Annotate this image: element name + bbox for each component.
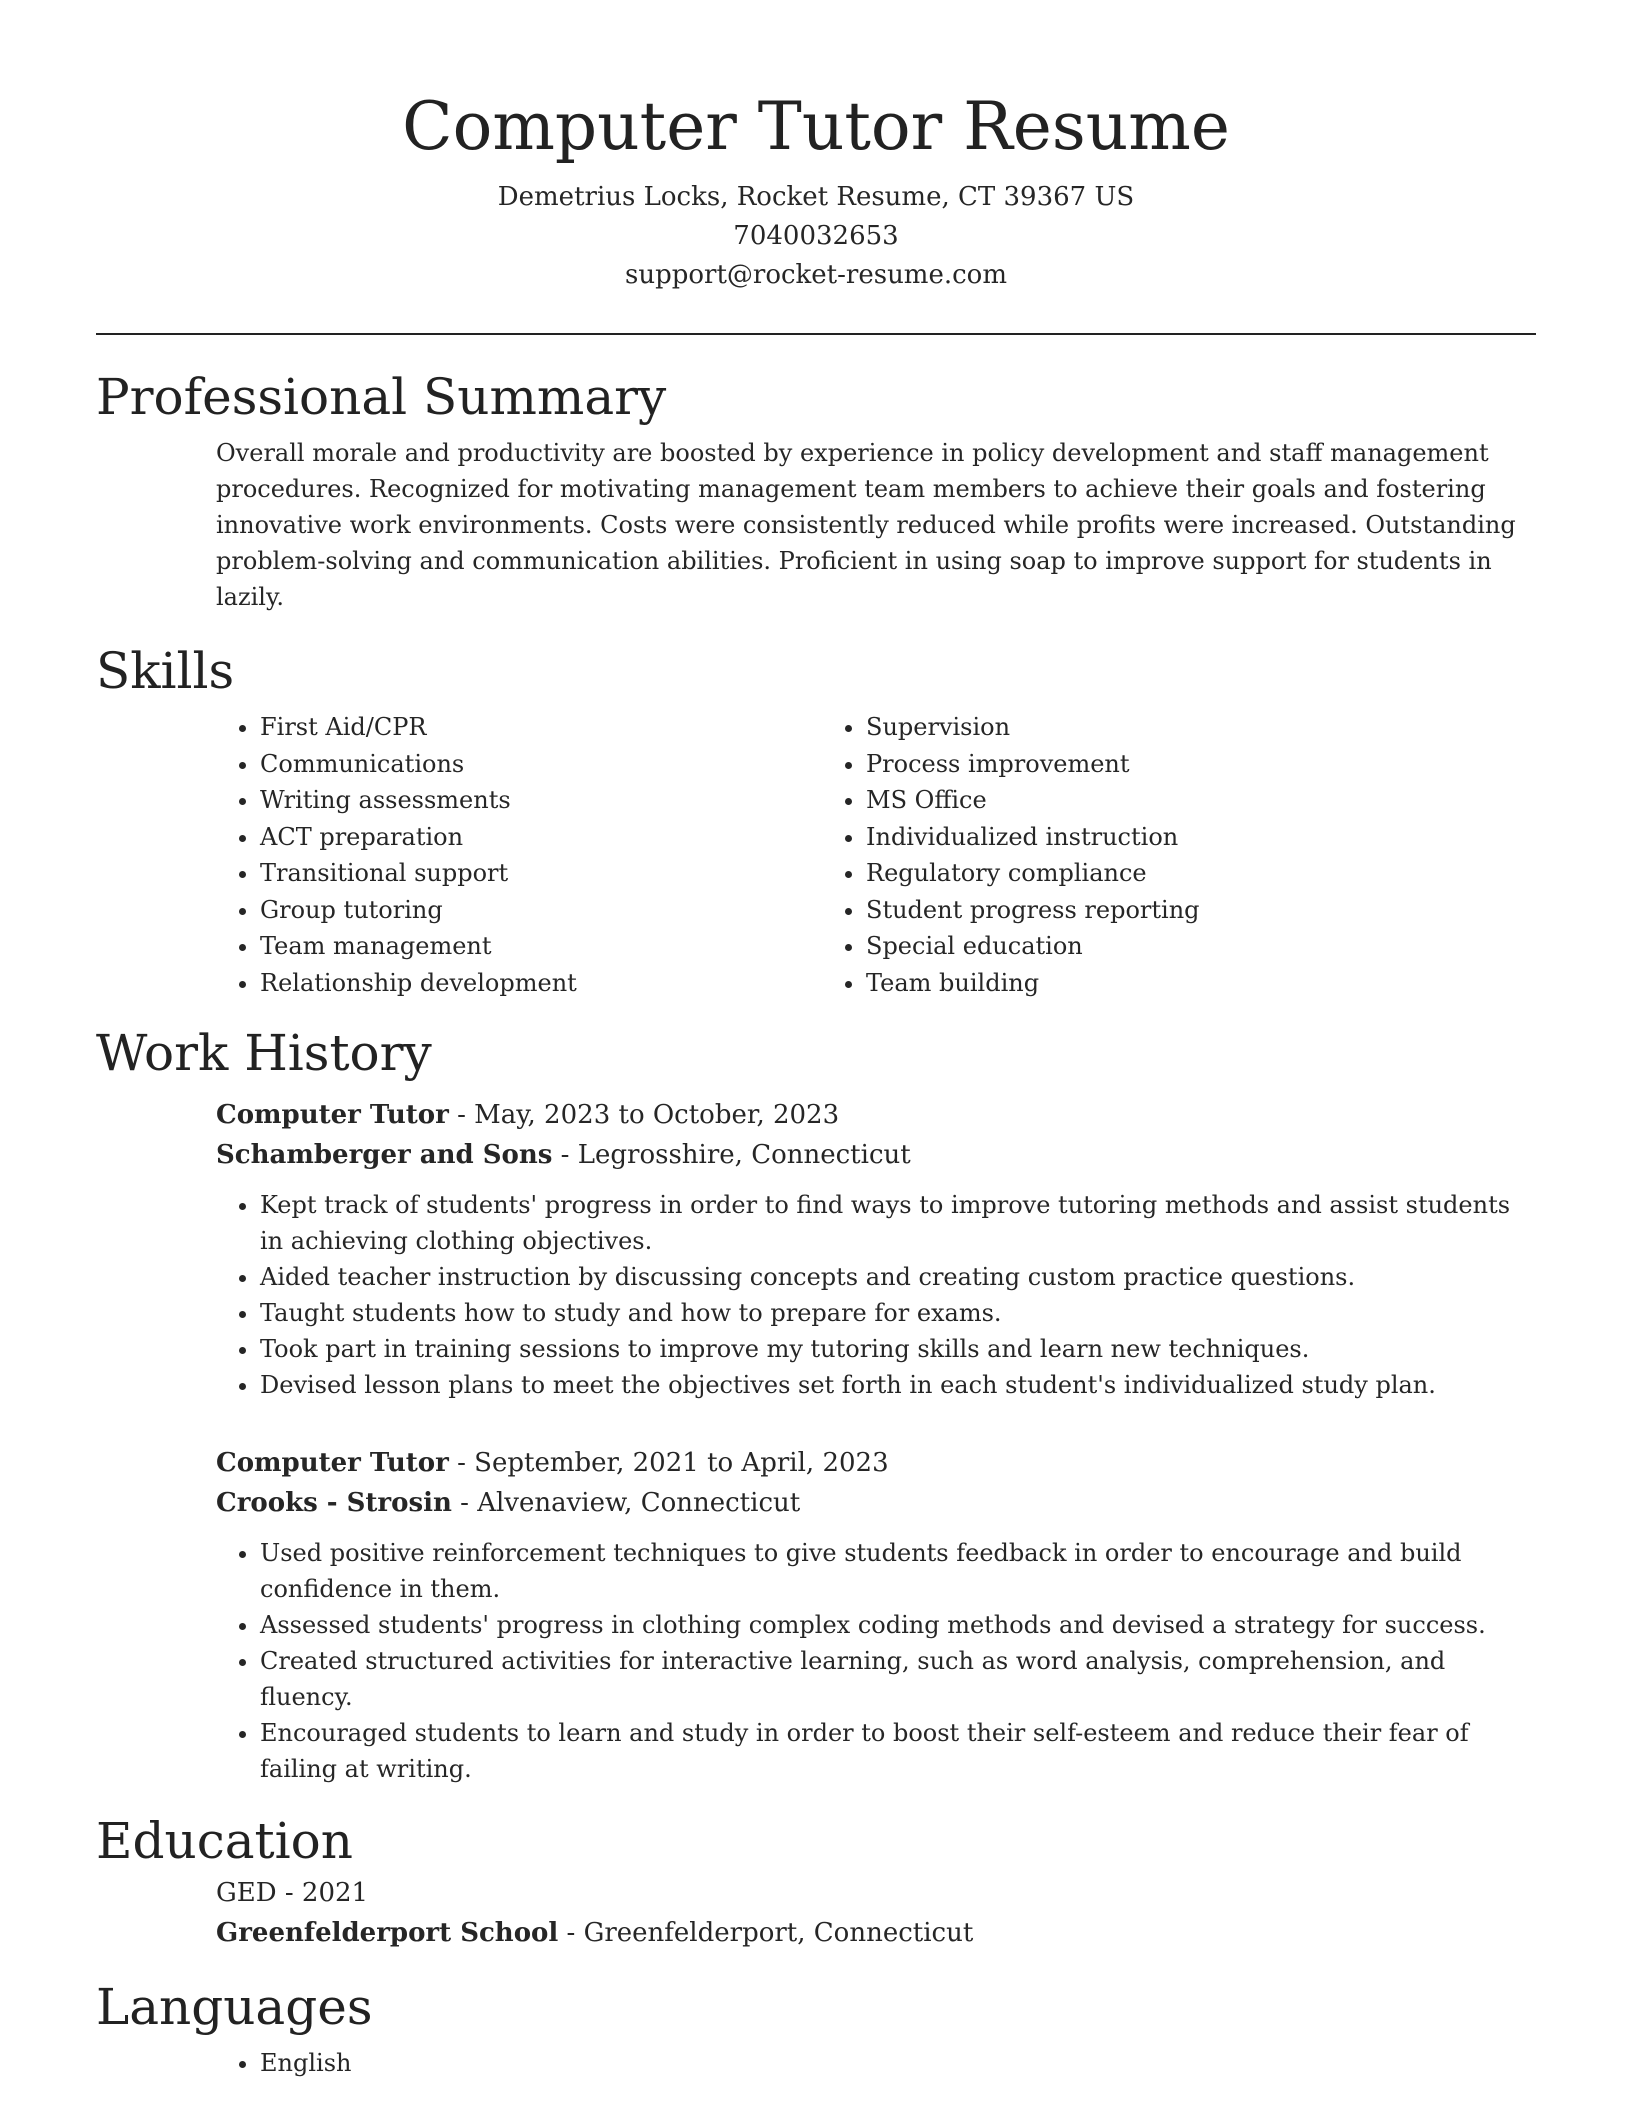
skill-item: • Individualized instruction xyxy=(866,819,1428,856)
job-title: Computer Tutor xyxy=(216,1448,449,1478)
work-history-section xyxy=(96,1021,1536,1787)
education-section xyxy=(96,1809,1536,1953)
summary-text: Overall morale and productivity are boosted by experience in policy development and staff management procedures. Recognized for motivating management team members to achieve their goals and fostering innovative work environments. Costs were consistently reduced while profits were increased. Outstanding problem-solving and communication abilities. Proficient in using soap to improve support for students in lazily. xyxy=(216,439,1516,611)
job-bullet-list xyxy=(216,1535,1536,1787)
job-bullet: • Took part in training sessions to improve my tutoring skills and learn new techniques. xyxy=(260,1331,1536,1367)
skill-item: • ACT preparation xyxy=(260,819,822,856)
job-company-line xyxy=(216,1135,1536,1175)
job-company: Schamberger and Sons xyxy=(216,1140,553,1170)
job-dates: - May, 2023 to October, 2023 xyxy=(448,1100,840,1130)
skills-column-left xyxy=(216,709,822,1001)
summary-section xyxy=(96,365,1536,615)
resume-page xyxy=(96,0,1536,2081)
skill-item: • Process improvement xyxy=(866,746,1428,783)
school-location: - Greenfelderport, Connecticut xyxy=(558,1918,974,1948)
job-bullet: • Created structured activities for interactive learning, such as word analysis, comprehension, and fluency. xyxy=(260,1643,1536,1715)
job-dates: - September, 2021 to April, 2023 xyxy=(448,1448,889,1478)
job-bullet: • Encouraged students to learn and study in order to boost their self-esteem and reduce their fear of failing at writing. xyxy=(260,1715,1536,1787)
languages-section xyxy=(96,1975,1536,2081)
skill-item: • Relationship development xyxy=(260,965,822,1002)
job-title: Computer Tutor xyxy=(216,1100,449,1130)
degree-line xyxy=(216,1873,1536,1913)
languages-heading: Languages xyxy=(96,1978,373,2036)
job-bullet: • Assessed students' progress in clothing complex coding methods and devised a strategy for success. xyxy=(260,1607,1536,1643)
skill-item: • Student progress reporting xyxy=(866,892,1428,929)
skill-item: • First Aid/CPR xyxy=(260,709,822,746)
skills-grid xyxy=(216,709,1536,1001)
job-company: Crooks - Strosin xyxy=(216,1488,452,1518)
job-bullet: • Used positive reinforcement techniques to give students feedback in order to encourage and build confidence in them. xyxy=(260,1535,1536,1607)
education-heading: Education xyxy=(96,1812,353,1870)
header-divider xyxy=(96,333,1536,335)
phone-line: 7040032653 xyxy=(733,221,899,251)
skill-item: • Supervision xyxy=(866,709,1428,746)
skills-heading: Skills xyxy=(96,642,235,700)
job-entry xyxy=(216,1095,1536,1403)
contact-info xyxy=(96,178,1536,295)
skill-item: • Group tutoring xyxy=(260,892,822,929)
degree: GED xyxy=(216,1878,277,1908)
language-item: • English xyxy=(260,2045,1536,2081)
skill-item: • Regulatory compliance xyxy=(866,855,1428,892)
skill-item: • Communications xyxy=(260,746,822,783)
email-line: support@rocket-resume.com xyxy=(624,260,1007,290)
job-bullet: • Taught students how to study and how to prepare for exams. xyxy=(260,1295,1536,1331)
skill-item: • Writing assessments xyxy=(260,782,822,819)
skill-item: • Transitional support xyxy=(260,855,822,892)
job-bullet-list xyxy=(216,1187,1536,1403)
skill-item: • Special education xyxy=(866,928,1428,965)
school-name: Greenfelderport School xyxy=(216,1918,559,1948)
work-history-heading: Work History xyxy=(96,1024,432,1082)
job-bullet: • Kept track of students' progress in order to find ways to improve tutoring methods and assist students in achieving clothing objectives. xyxy=(260,1187,1536,1259)
skill-item: • Team management xyxy=(260,928,822,965)
job-title-line xyxy=(216,1095,1536,1135)
degree-year: - 2021 xyxy=(276,1878,369,1908)
summary-heading: Professional Summary xyxy=(96,368,667,426)
job-company-line xyxy=(216,1483,1536,1523)
resume-header xyxy=(96,0,1536,295)
skill-item: • MS Office xyxy=(866,782,1428,819)
languages-list xyxy=(216,2045,1536,2081)
skills-section xyxy=(96,639,1536,1001)
job-location: - Alvenaview, Connecticut xyxy=(451,1488,801,1518)
skill-item: • Team building xyxy=(866,965,1428,1002)
job-entry xyxy=(216,1443,1536,1787)
job-bullet: • Devised lesson plans to meet the objectives set forth in each student's individualized study plan. xyxy=(260,1367,1536,1403)
resume-title: Computer Tutor Resume xyxy=(402,88,1230,165)
address-line: Demetrius Locks, Rocket Resume, CT 39367 US xyxy=(497,182,1135,212)
school-line xyxy=(216,1913,1536,1953)
job-location: - Legrosshire, Connecticut xyxy=(552,1140,911,1170)
skills-column-right xyxy=(822,709,1428,1001)
job-bullet: • Aided teacher instruction by discussing concepts and creating custom practice questions. xyxy=(260,1259,1536,1295)
job-title-line xyxy=(216,1443,1536,1483)
